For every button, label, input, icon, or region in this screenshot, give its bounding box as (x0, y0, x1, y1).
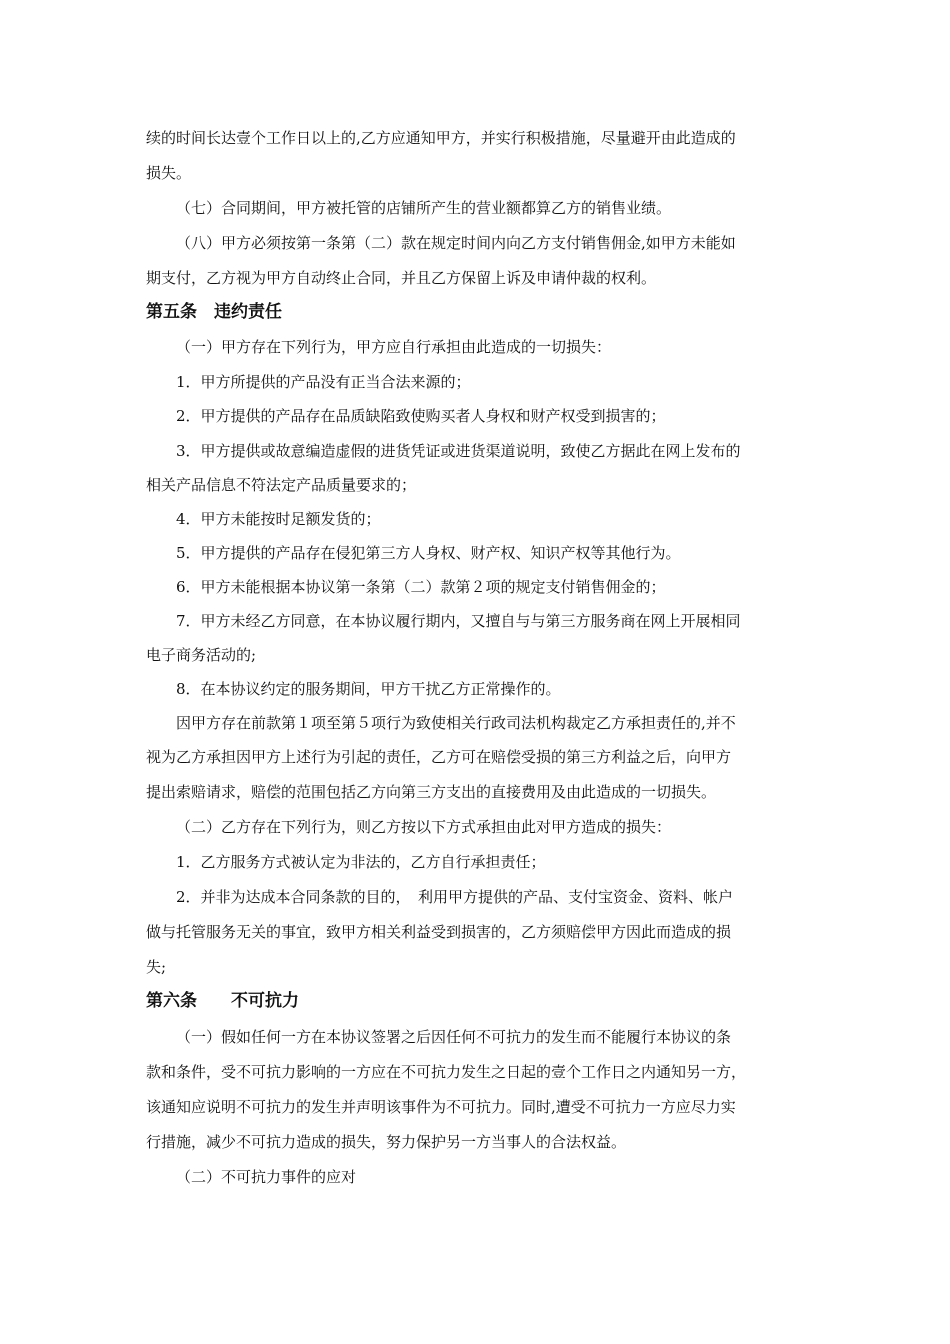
clause-7: （七）合同期间，甲方被托管的店铺所产生的营业额都算乙方的销售业绩。 (176, 199, 672, 217)
paragraph-line: 失; (146, 958, 167, 976)
subsection-2: （二）乙方存在下列行为，则乙方按以下方式承担由此对甲方造成的损失： (176, 818, 672, 836)
paragraph-line: 相关产品信息不符法定产品质量要求的； (146, 476, 417, 494)
paragraph-line: 电子商务活动的; (146, 646, 257, 664)
paragraph-line: 期支付，乙方视为甲方自动终止合同，并且乙方保留上诉及申请仲裁的权利。 (146, 269, 657, 287)
list-item: 8．在本协议约定的服务期间，甲方干扰乙方正常操作的。 (176, 680, 561, 698)
paragraph-line: 款和条件，受不可抗力影响的一方应在不可抗力发生之日起的壹个工作日之内通知另一方， (146, 1063, 747, 1081)
section-heading-6: 第六条 不可抗力 (146, 991, 299, 1011)
list-item: 3．甲方提供或故意编造虚假的进货凭证或进货渠道说明，致使乙方据此在网上发布的 (176, 442, 741, 460)
list-item: 4．甲方未能按时足额发货的； (176, 510, 381, 528)
paragraph-line: 续的时间长达壹个工作日以上的,乙方应通知甲方，并实行积极措施，尽量避开由此造成的 (146, 129, 736, 147)
list-item: 1．乙方服务方式被认定为非法的，乙方自行承担责任； (176, 853, 546, 871)
paragraph-line: 视为乙方承担因甲方上述行为引起的责任，乙方可在赔偿受损的第三方利益之后，向甲方 (146, 748, 732, 766)
list-item: 7．甲方未经乙方同意，在本协议履行期内，又擅自与与第三方服务商在网上开展相同 (176, 612, 741, 630)
subsection-1: （一）假如任何一方在本协议签署之后因任何不可抗力的发生而不能履行本协议的条 (176, 1028, 732, 1046)
paragraph-line: 该通知应说明不可抗力的发生并声明该事件为不可抗力。同时,遭受不可抗力一方应尽力实 (146, 1098, 736, 1116)
subsection-2: （二）不可抗力事件的应对 (176, 1168, 357, 1186)
paragraph-line: 因甲方存在前款第１项至第５项行为致使相关行政司法机构裁定乙方承担责任的,并不 (176, 714, 736, 732)
list-item: 1．甲方所提供的产品没有正当合法来源的； (176, 373, 471, 391)
list-item: 5．甲方提供的产品存在侵犯第三方人身权、财产权、知识产权等其他行为。 (176, 544, 681, 562)
list-item: 2．并非为达成本合同条款的目的， 利用甲方提供的产品、支付宝资金、资料、帐户 (176, 888, 734, 906)
paragraph-line: 做与托管服务无关的事宜，致甲方相关利益受到损害的，乙方须赔偿甲方因此而造成的损 (146, 923, 732, 941)
list-item: 2．甲方提供的产品存在品质缺陷致使购买者人身权和财产权受到损害的； (176, 407, 666, 425)
paragraph-line: 行措施，减少不可抗力造成的损失，努力保护另一方当事人的合法权益。 (146, 1133, 627, 1151)
paragraph-line: 提出索赔请求，赔偿的范围包括乙方向第三方支出的直接费用及由此造成的一切损失。 (146, 783, 717, 801)
section-heading-5: 第五条 违约责任 (146, 302, 282, 322)
clause-8: （八）甲方必须按第一条第（二）款在规定时间内向乙方支付销售佣金,如甲方未能如 (176, 234, 736, 252)
list-item: 6．甲方未能根据本协议第一条第（二）款第２项的规定支付销售佣金的； (176, 578, 666, 596)
subsection-1: （一）甲方存在下列行为，甲方应自行承担由此造成的一切损失： (176, 338, 612, 356)
paragraph-line: 损失。 (146, 164, 192, 182)
